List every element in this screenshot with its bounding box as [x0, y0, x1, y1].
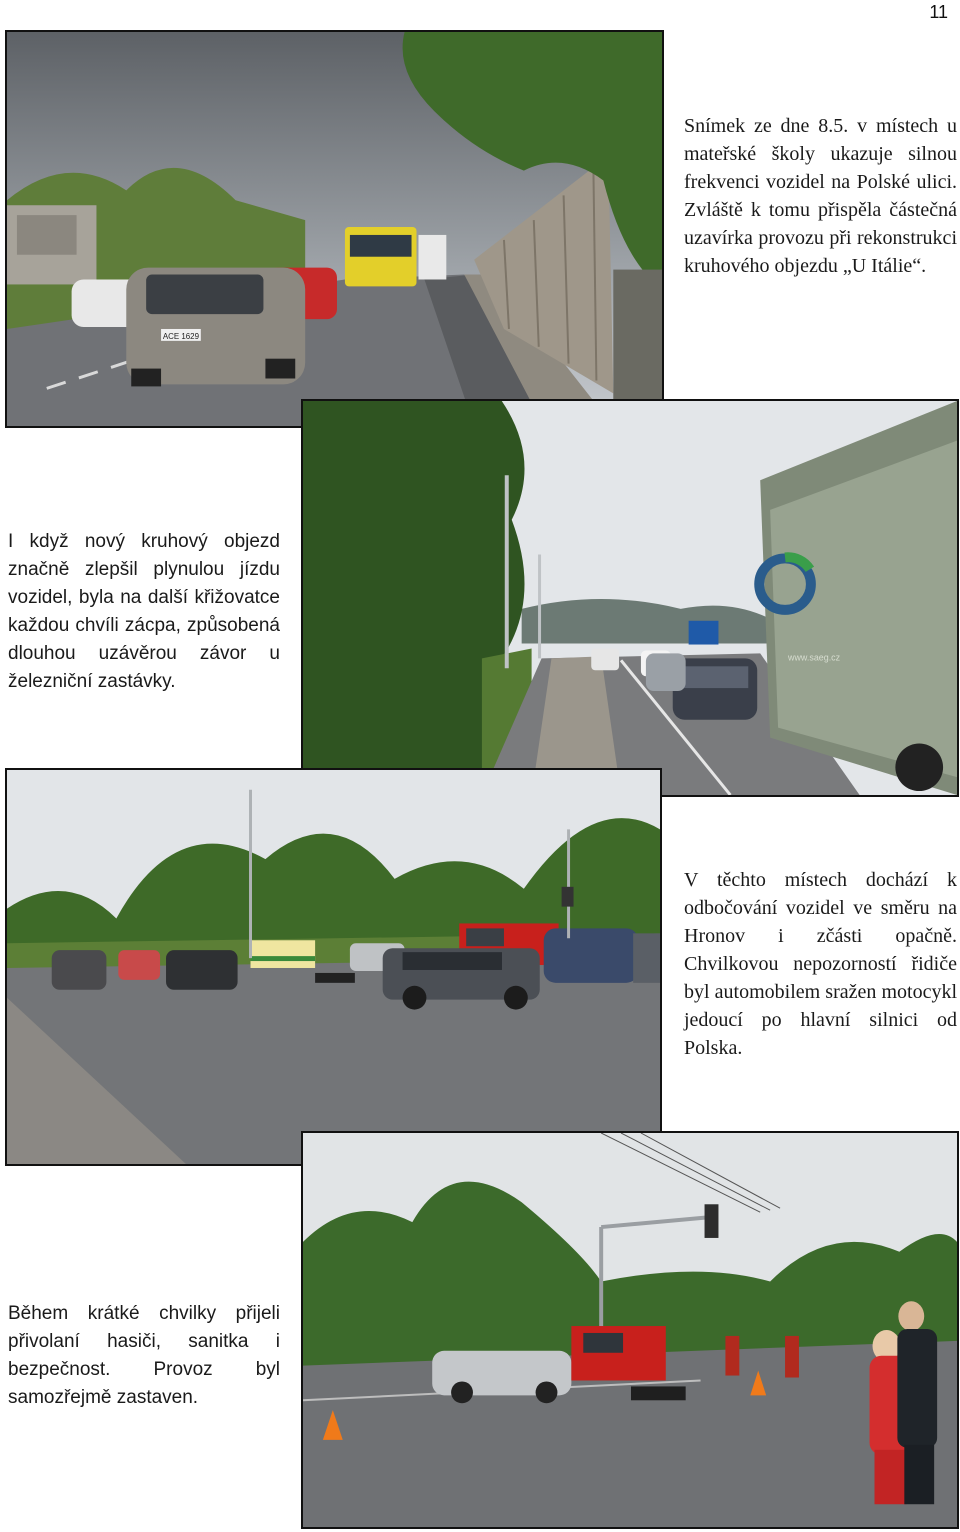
page-number: 11: [929, 2, 948, 22]
photo1-caption: Snímek ze dne 8.5. v místech u mateřské školy ukazuje silnou frekvenci vozidel na Polské ulici. Zvláště k tomu přispěla částečná uzavírka provozu při rekonstrukci kruhového objezdu „U Itálie“.: [684, 115, 957, 277]
truck-lettering: www.saeg.cz: [788, 652, 841, 663]
traffic-jam-street-photo: [7, 32, 662, 426]
photo3-caption: V těchto místech dochází k odbočování vozidel ve směru na Hronov i zčásti opačně. Chvilkovou nepozorností řidiče byl automobilem sražen motocykl jedoucí po hlavní silnici od Polska.: [684, 869, 957, 1059]
photo-queue-near-truck: [301, 399, 959, 797]
intersection-accident-photo: [7, 770, 660, 1164]
photo-traffic-jam: [5, 30, 664, 428]
photo4-caption: Během krátké chvilky přijeli přivolaní hasiči, sanitka i bezpečnost. Provoz byl samozřejmě zastaven.: [8, 1303, 280, 1408]
license-plate: ACE 1629: [162, 331, 200, 341]
traffic-near-truck-photo: [303, 401, 957, 795]
emergency-response-photo: [303, 1133, 957, 1527]
photo-emergency-response: [301, 1131, 959, 1529]
photo-intersection: [5, 768, 662, 1166]
photo2-caption: I když nový kruhový objezd značně zlepšil plynulou jízdu vozidel, byla na další křižovatce každou chvíli zácpa, způsobená dlouhou uzávěrou závor u železniční zastávky.: [8, 531, 280, 692]
